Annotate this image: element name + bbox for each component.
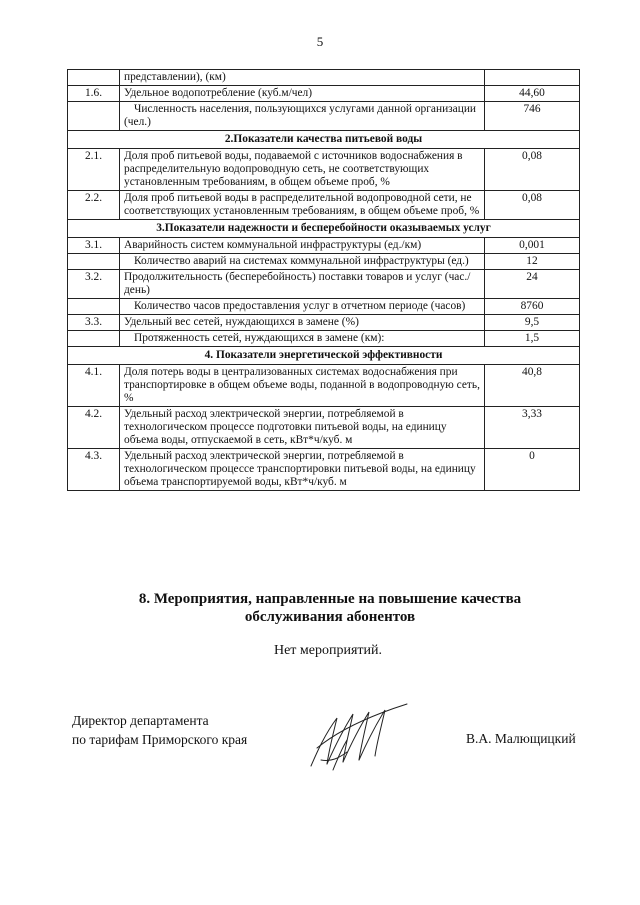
- indicator-description: Удельный вес сетей, нуждающихся в замене (%): [120, 315, 485, 331]
- table-row: [68, 149, 580, 191]
- indicator-value: 1,5: [485, 331, 580, 347]
- no-measures-text: Нет мероприятий.: [273, 643, 383, 658]
- table-row: [68, 449, 580, 491]
- indicator-description: Доля потерь воды в централизованных системах водоснабжения при транспортировке в общем объеме воды, поданной в водопроводную сеть, %: [120, 365, 485, 407]
- indicator-number: 4.2.: [68, 407, 120, 449]
- signatory-name: В.А. Малющицкий: [466, 731, 576, 746]
- signatory-position-line-1: Директор департамента: [72, 713, 209, 728]
- indicator-description: Протяженность сетей, нуждающихся в замене (км):: [120, 331, 485, 347]
- table-row: [68, 70, 580, 86]
- section-header: 3.Показатели надежности и бесперебойности оказываемых услуг: [68, 220, 580, 238]
- signatory-position: [72, 711, 247, 749]
- handwritten-signature-icon: [303, 700, 413, 772]
- table-row: [68, 270, 580, 299]
- indicator-description: Количество часов предоставления услуг в отчетном периоде (часов): [120, 299, 485, 315]
- indicator-description: Удельное водопотребление (куб.м/чел): [120, 86, 485, 102]
- indicator-description: Аварийность систем коммунальной инфраструктуры (ед./км): [120, 238, 485, 254]
- indicator-description: Удельный расход электрической энергии, потребляемой в технологическом процессе подготовки питьевой воды, на единицу объема воды, отпускаемой в сеть, кВт*ч/куб. м: [120, 407, 485, 449]
- indicator-number: 1.6.: [68, 86, 120, 102]
- table-row: [68, 254, 580, 270]
- indicator-number: [68, 331, 120, 347]
- signatory-position-line-2: по тарифам Приморского края: [72, 732, 248, 747]
- indicator-value: 746: [485, 102, 580, 131]
- table-row: [68, 331, 580, 347]
- indicator-value: 9,5: [485, 315, 580, 331]
- indicator-number: [68, 70, 120, 86]
- indicator-number: 2.2.: [68, 191, 120, 220]
- indicator-number: 2.1.: [68, 149, 120, 191]
- table-row: [68, 299, 580, 315]
- indicator-description: Продолжительность (бесперебойность) поставки товаров и услуг (час./день): [120, 270, 485, 299]
- indicator-value: 8760: [485, 299, 580, 315]
- indicator-number: 3.2.: [68, 270, 120, 299]
- indicator-value: 0,001: [485, 238, 580, 254]
- section-header-row: [68, 220, 580, 238]
- section-8-title-line-1: 8. Мероприятия, направленные на повышение качества: [138, 591, 522, 607]
- section-header: 2.Показатели качества питьевой воды: [68, 131, 580, 149]
- indicator-description: Доля проб питьевой воды, подаваемой с источников водоснабжения в распределительную водопроводную сеть, не соответствующих установленным требованиям, в общем объеме проб, %: [120, 149, 485, 191]
- indicator-value: 0,08: [485, 191, 580, 220]
- indicator-value: 3,33: [485, 407, 580, 449]
- indicators-table-body: [68, 70, 580, 491]
- indicator-value: 0,08: [485, 149, 580, 191]
- indicator-number: 3.1.: [68, 238, 120, 254]
- section-8-title-line-2: обслуживания абонентов: [244, 609, 416, 625]
- indicator-value: 24: [485, 270, 580, 299]
- indicator-description: Численность населения, пользующихся услугами данной организации (чел.): [120, 102, 485, 131]
- indicator-description: Количество аварий на системах коммунальной инфраструктуры (ед.): [120, 254, 485, 270]
- section-header-row: [68, 347, 580, 365]
- indicators-table: [67, 69, 580, 491]
- indicator-value: 44,60: [485, 86, 580, 102]
- indicator-number: [68, 102, 120, 131]
- indicator-description: Доля проб питьевой воды в распределительной водопроводной сети, не соответствующих установленным требованиям, в общем объеме проб, %: [120, 191, 485, 220]
- indicator-number: [68, 299, 120, 315]
- section-header-row: [68, 131, 580, 149]
- table-row: [68, 191, 580, 220]
- indicator-value: 40,8: [485, 365, 580, 407]
- indicator-number: [68, 254, 120, 270]
- section-8-title: [0, 590, 640, 626]
- indicator-description: представлении), (км): [120, 70, 485, 86]
- page-number: 5: [316, 34, 324, 49]
- indicator-number: 4.3.: [68, 449, 120, 491]
- table-row: [68, 238, 580, 254]
- indicator-value: 12: [485, 254, 580, 270]
- indicator-number: 4.1.: [68, 365, 120, 407]
- indicator-value: 0: [485, 449, 580, 491]
- indicator-value: [485, 70, 580, 86]
- table-row: [68, 86, 580, 102]
- section-header: 4. Показатели энергетической эффективности: [68, 347, 580, 365]
- table-row: [68, 315, 580, 331]
- table-row: [68, 407, 580, 449]
- indicator-description: Удельный расход электрической энергии, потребляемой в технологическом процессе транспортировки питьевой воды, на единицу объема транспортируемой воды, кВт*ч/куб. м: [120, 449, 485, 491]
- table-row: [68, 365, 580, 407]
- indicator-number: 3.3.: [68, 315, 120, 331]
- table-row: [68, 102, 580, 131]
